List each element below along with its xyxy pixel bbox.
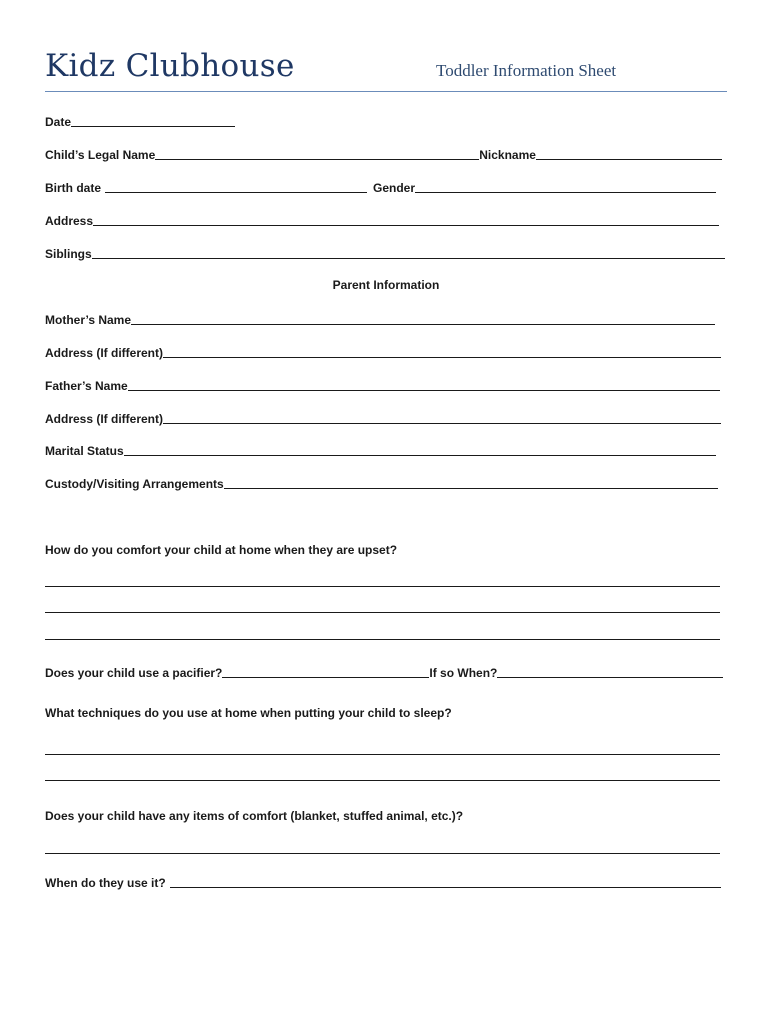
marital-status-label: Marital Status [45,444,124,458]
sleep-techniques-question: What techniques do you use at home when putting your child to sleep? [45,706,452,720]
gender-field[interactable] [415,192,716,193]
if-so-when-label: If so When? [429,666,498,680]
pacifier-field[interactable] [222,677,429,678]
father-address-field[interactable] [163,423,721,424]
if-so-when-field[interactable] [497,677,723,678]
birth-date-label: Birth date [45,181,102,195]
birth-date-field[interactable] [105,192,367,193]
comfort-items-row [45,806,463,824]
custody-label: Custody/Visiting Arrangements [45,477,224,491]
nickname-label: Nickname [479,148,536,162]
mothers-name-row [45,310,715,328]
comfort-answer-line-2[interactable] [45,612,720,613]
birth-gender-row [45,178,716,196]
pacifier-row [45,663,723,681]
marital-status-row [45,441,716,459]
comfort-question: How do you comfort your child at home when they are upset? [45,543,398,557]
marital-status-field[interactable] [124,455,716,456]
fathers-name-row [45,376,720,394]
comfort-answer-line-3[interactable] [45,639,720,640]
comfort-items-answer-line[interactable] [45,853,720,854]
fathers-name-field[interactable] [128,390,720,391]
mothers-name-label: Mother’s Name [45,313,132,327]
when-used-row [45,873,721,891]
comfort-question-row [45,540,397,558]
mother-address-row [45,343,721,361]
comfort-answer-line-1[interactable] [45,586,720,587]
child-legal-name-label: Child’s Legal Name [45,148,156,162]
form-header [45,46,727,94]
form-page [45,0,727,1024]
siblings-label: Siblings [45,247,92,261]
comfort-items-question: Does your child have any items of comfort (blanket, stuffed animal, etc.)? [45,809,464,823]
custody-row [45,474,718,492]
father-address-row [45,409,721,427]
sleep-answer-line-2[interactable] [45,780,720,781]
parent-information-heading: Parent Information [332,278,440,292]
gender-label: Gender [373,181,416,195]
when-used-field[interactable] [170,887,721,888]
date-field[interactable] [71,126,235,127]
sheet-title: Toddler Information Sheet [436,61,617,80]
date-label: Date [45,115,72,129]
mother-address-label: Address (If different) [45,346,164,360]
sleep-answer-line-1[interactable] [45,754,720,755]
child-legal-name-field[interactable] [155,159,479,160]
pacifier-label: Does your child use a pacifier? [45,666,223,680]
address-row [45,211,719,229]
header-divider [45,91,727,92]
sleep-question-row [45,703,452,721]
brand-name: Kidz Clubhouse [45,48,295,84]
siblings-row [45,244,725,262]
siblings-field[interactable] [92,258,725,259]
address-label: Address [45,214,94,228]
nickname-field[interactable] [536,159,722,160]
date-row [45,112,235,130]
mothers-name-field[interactable] [131,324,715,325]
child-name-row [45,145,722,163]
address-field[interactable] [93,225,719,226]
fathers-name-label: Father’s Name [45,379,128,393]
when-used-label: When do they use it? [45,876,166,890]
custody-field[interactable] [224,488,718,489]
mother-address-field[interactable] [163,357,721,358]
father-address-label: Address (If different) [45,412,164,426]
